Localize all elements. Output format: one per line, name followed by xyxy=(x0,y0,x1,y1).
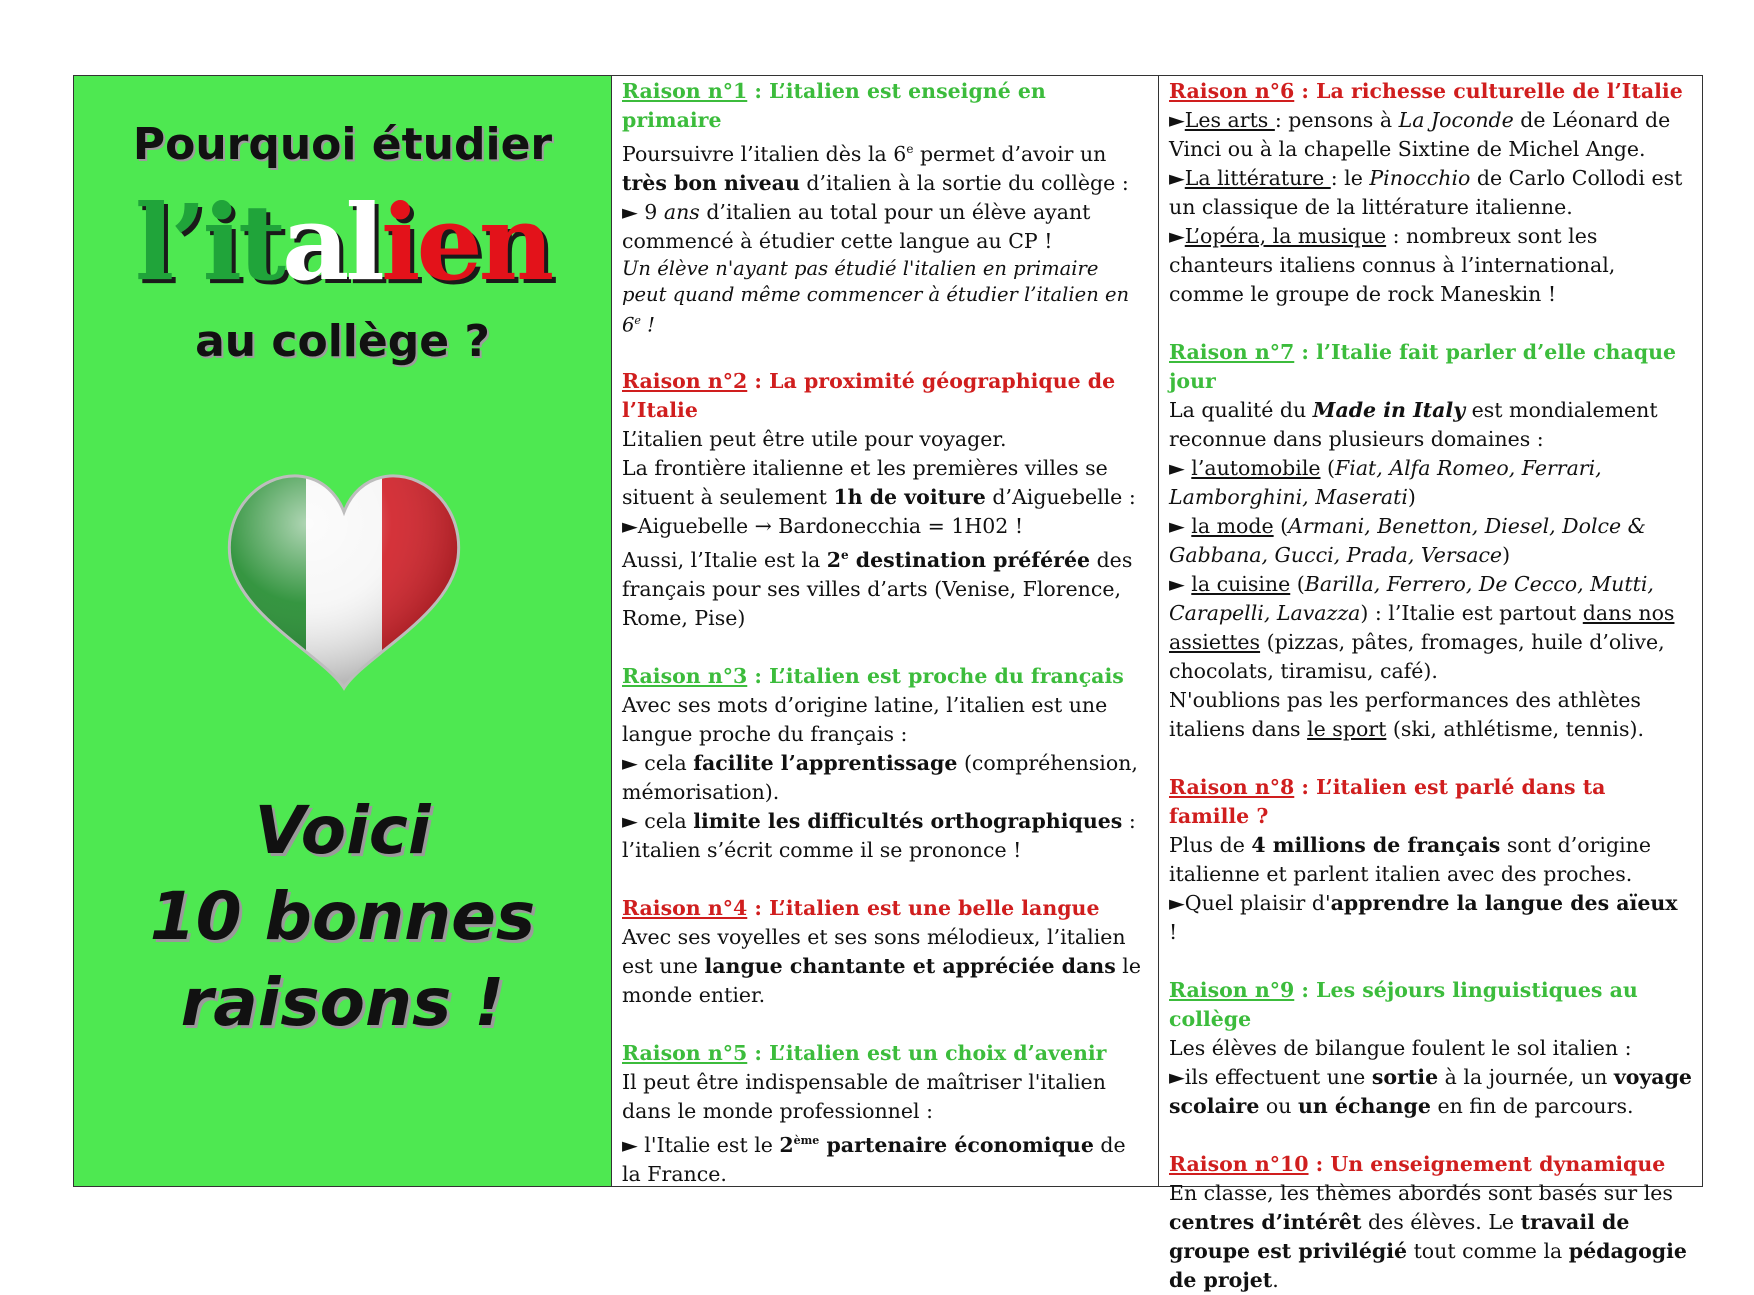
poster-frame xyxy=(73,75,1703,1292)
reasons-column-2 xyxy=(1159,76,1702,1292)
reason-body: ►La littérature : le Pinocchio de Carlo Collodi est un classique de la littérature italienne. xyxy=(1169,166,1683,219)
reason-8 xyxy=(1169,773,1692,947)
reason-title: Raison n°4 : L’italien est une belle langue xyxy=(622,896,1100,921)
reason-4 xyxy=(622,894,1148,1010)
reason-body: ►Les arts : pensons à La Joconde de Léonard de Vinci ou à la chapelle Sixtine de Michel Ange. xyxy=(1169,108,1671,161)
reason-body: Les élèves de bilangue foulent le sol italien : xyxy=(1169,1036,1632,1060)
reason-body: Aussi, l’Italie est la 2e destination préférée des français pour ses villes d’arts (Venise, Florence, Rome, Pise) xyxy=(622,548,1133,631)
reason-5 xyxy=(622,1039,1148,1189)
reason-body: Plus de 4 millions de français sont d’origine italienne et parlent italien avec des proches. xyxy=(1169,833,1651,886)
voici-line2: 10 bonnes xyxy=(149,878,536,955)
reason-title: Raison n°8 : L’italien est parlé dans ta famille ? xyxy=(1169,775,1606,828)
reason-body: Avec ses voyelles et ses sons mélodieux, l’italien est une langue chantante et appréciée dans le monde entier. xyxy=(622,925,1141,1008)
reason-1 xyxy=(622,77,1148,338)
reason-body: ► l'Italie est le 2ème partenaire économique de la France. xyxy=(622,1132,1126,1186)
reason-body: L’italien peut être utile pour voyager. xyxy=(622,427,1007,452)
headline-line3: au collège ? xyxy=(195,316,490,367)
italian-heart-icon xyxy=(224,466,464,696)
reason-body: La qualité du Made in Italy est mondialement reconnue dans plusieurs domaines : xyxy=(1169,398,1658,451)
reason-title: Raison n°3 : L’italien est proche du français xyxy=(622,664,1124,689)
reason-body: Poursuivre l’italien dès la 6e permet d’avoir un très bon niveau d’italien à la sortie du collège : xyxy=(622,141,1129,195)
reason-body: N'oublions pas les performances des athlètes italiens dans le sport (ski, athlétisme, tennis). xyxy=(1169,688,1645,741)
reason-body: ► cela limite les difficultés orthographiques : l’italien s’écrit comme il se prononce ! xyxy=(622,809,1136,863)
word-part-green: l’it xyxy=(134,181,283,304)
voici-line1: Voici xyxy=(254,792,431,869)
reason-title: Raison n°9 : Les séjours linguistiques au collège xyxy=(1169,978,1638,1031)
reason-body: ► la mode (Armani, Benetton, Diesel, Dolce & Gabbana, Gucci, Prada, Versace) xyxy=(1169,514,1646,567)
voici-line3: raisons ! xyxy=(180,964,505,1041)
title-panel xyxy=(74,76,612,1186)
headline-italien xyxy=(74,181,611,304)
reason-body: ►Quel plaisir d'apprendre la langue des aïeux ! xyxy=(1169,891,1678,944)
reason-3 xyxy=(622,662,1148,865)
headline-line1: Pourquoi étudier xyxy=(132,119,553,170)
reason-2 xyxy=(622,367,1148,633)
reason-body: ►L’opéra, la musique : nombreux sont les chanteurs italiens connus à l’international, comme le groupe de rock Maneskin ! xyxy=(1169,224,1616,306)
reason-6 xyxy=(1169,77,1692,309)
reason-title: Raison n°10 : Un enseignement dynamique xyxy=(1169,1152,1666,1176)
reason-body: En classe, les thèmes abordés sont basés sur les centres d’intérêt des élèves. Le travail de groupe est privilégié tout comme la pédagogie de projet. xyxy=(1169,1181,1687,1292)
reason-title: Raison n°2 : La proximité géographique de l’Italie xyxy=(622,369,1116,423)
reason-10 xyxy=(1169,1150,1692,1295)
reason-title: Raison n°1 : L’italien est enseigné en primaire xyxy=(622,79,1046,132)
word-part-red: ien xyxy=(380,181,551,304)
reason-title: Raison n°5 : L’italien est un choix d’avenir xyxy=(622,1041,1107,1066)
reason-9 xyxy=(1169,976,1692,1121)
reason-body: ►Aiguebelle → Bardonecchia = 1H02 ! xyxy=(622,514,1024,539)
reason-body: ► l’automobile (Fiat, Alfa Romeo, Ferrari, Lamborghini, Maserati) xyxy=(1169,456,1602,509)
reason-body: Il peut être indispensable de maîtriser l'italien dans le monde professionnel : xyxy=(622,1070,1106,1124)
reason-title: Raison n°7 : l’Italie fait parler d’elle chaque jour xyxy=(1169,340,1677,393)
reason-body: ► cela facilite l’apprentissage (compréhension, mémorisation). xyxy=(622,751,1138,805)
reason-note: Un élève n'ayant pas étudié l'italien en primaire peut quand même commencer à étudier l’italien en 6e ! xyxy=(622,256,1130,337)
reason-body: ►ils effectuent une sortie à la journée, un voyage scolaire ou un échange en fin de parcours. xyxy=(1169,1065,1692,1118)
reason-7 xyxy=(1169,338,1692,744)
voici-block xyxy=(74,788,611,1046)
reason-title: Raison n°6 : La richesse culturelle de l’Italie xyxy=(1169,79,1683,103)
reason-body: ► la cuisine (Barilla, Ferrero, De Cecco, Mutti, Carapelli, Lavazza) : l’Italie est partout dans nos assiettes (pizzas, pâtes, fromages, huile d’olive, chocolats, tiramisu, café). xyxy=(1169,572,1675,683)
reason-body: La frontière italienne et les premières villes se situent à seulement 1h de voiture d’Aiguebelle : xyxy=(622,456,1136,510)
reasons-column-1 xyxy=(612,76,1159,1186)
reason-body: ► 9 ans d’italien au total pour un élève ayant commencé à étudier cette langue au CP ! xyxy=(622,199,1091,253)
word-part-white: al xyxy=(282,181,381,304)
reason-body: Avec ses mots d’origine latine, l’italien est une langue proche du français : xyxy=(622,693,1108,747)
